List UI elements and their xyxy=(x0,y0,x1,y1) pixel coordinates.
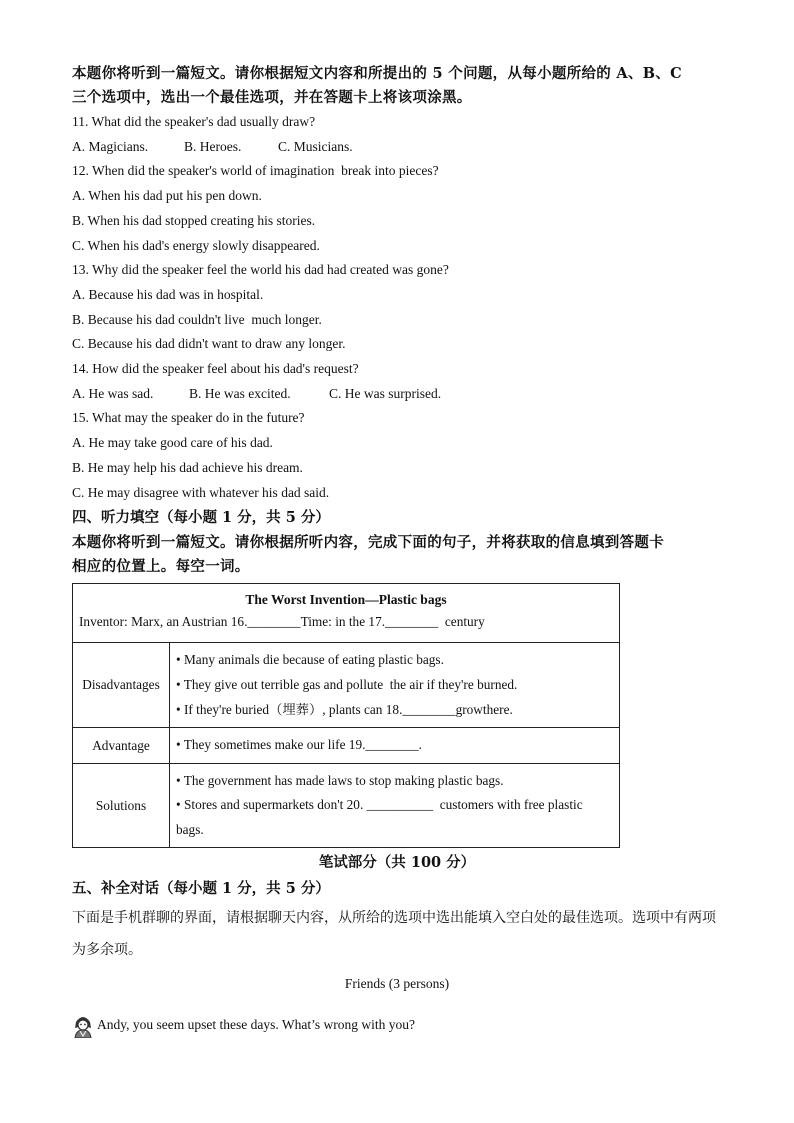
solutions-cell xyxy=(170,764,620,848)
table-header-cell xyxy=(73,584,620,643)
option-c: C. He was surprised. xyxy=(329,385,442,401)
chat-group-name: Friends (3 persons) xyxy=(344,976,450,992)
option-b: B. He was excited. xyxy=(189,385,291,401)
option-a: A. When his dad put his pen down. xyxy=(72,188,262,204)
section5-title: 五、补全对话（每小题 1 分，共 5 分） xyxy=(72,880,330,898)
option-a: A. He may take good care of his dad. xyxy=(72,435,273,451)
written-part-heading: 笔试部分（共 100 分） xyxy=(318,854,476,872)
disadvantages-label: Disadvantages xyxy=(73,643,170,728)
table-subtitle: Inventor: Marx, an Austrian 16.________Time: in the 17.________ century xyxy=(79,614,485,630)
disadvantage-item: • If they're buried（埋葬）, plants can 18.________growthere. xyxy=(176,701,513,717)
solutions-label: Solutions xyxy=(73,764,170,848)
section3-instruction-line1: 本题你将听到一篇短文。请你根据短文内容和所提出的 5 个问题，从每小题所给的 A、B、C xyxy=(72,65,682,82)
disadvantages-cell xyxy=(170,643,620,728)
option-c: C. He may disagree with whatever his dad said. xyxy=(72,484,330,500)
solution-item: • Stores and supermarkets don't 20. __________ customers with free plastic xyxy=(176,797,583,813)
table-title: The Worst Invention—Plastic bags xyxy=(245,592,447,608)
option-b: B. He may help his dad achieve his dream. xyxy=(72,459,303,475)
option-c: C. Musicians. xyxy=(278,138,353,154)
question-12: 12. When did the speaker's world of imagination break into pieces? xyxy=(72,163,439,179)
option-b: B. Heroes. xyxy=(184,138,242,154)
question-11: 11. What did the speaker's dad usually draw? xyxy=(72,114,316,129)
exam-page xyxy=(72,62,722,1038)
section5-instruction-line2: 为多余项。 xyxy=(72,942,142,959)
solution-item: • The government has made laws to stop making plastic bags. xyxy=(176,772,504,788)
question-14: 14. How did the speaker feel about his dad's request? xyxy=(72,361,359,377)
question-15: 15. What may the speaker do in the future? xyxy=(72,410,305,426)
advantage-item: • They sometimes make our life 19.________. xyxy=(176,737,422,753)
disadvantage-item: • Many animals die because of eating plastic bags. xyxy=(176,652,444,668)
section4-instruction-line2: 相应的位置上。每空一词。 xyxy=(72,558,250,576)
question-14-options xyxy=(72,382,722,407)
disadvantage-item: • They give out terrible gas and pollute the air if they're burned. xyxy=(176,676,518,692)
option-b: B. When his dad stopped creating his stories. xyxy=(72,212,316,228)
option-c: C. When his dad's energy slowly disappeared. xyxy=(72,237,320,253)
option-a: A. Because his dad was in hospital. xyxy=(72,286,264,302)
section4-instruction-line1: 本题你将听到一篇短文。请你根据所听内容，完成下面的句子，并将获取的信息填到答题卡 xyxy=(72,534,664,552)
option-c: C. Because his dad didn't want to draw any longer. xyxy=(72,336,346,352)
option-a: A. Magicians. xyxy=(72,138,149,154)
advantage-label: Advantage xyxy=(73,728,170,764)
advantage-cell xyxy=(170,728,620,764)
solution-item-continued: bags. xyxy=(176,822,204,838)
option-a: A. He was sad. xyxy=(72,385,154,401)
section3-instruction-line2: 三个选项中，选出一个最佳选项，并在答题卡上将该项涂黑。 xyxy=(72,89,472,106)
section4-title: 四、听力填空（每小题 1 分，共 5 分） xyxy=(72,509,330,527)
option-b: B. Because his dad couldn't live much longer. xyxy=(72,311,322,327)
question-11-options xyxy=(72,135,722,160)
listening-fill-table xyxy=(72,583,620,848)
section5-instruction-line1: 下面是手机群聊的界面，请根据聊天内容，从所给的选项中选出能填入空白处的最佳选项。选项中有两项 xyxy=(72,910,716,927)
question-13: 13. Why did the speaker feel the world his dad had created was gone? xyxy=(72,262,449,278)
chat-message-text: Andy, you seem upset these days. What’s wrong with you? xyxy=(97,1017,415,1033)
chat-message-row xyxy=(72,1012,722,1038)
avatar-icon xyxy=(72,1012,94,1038)
